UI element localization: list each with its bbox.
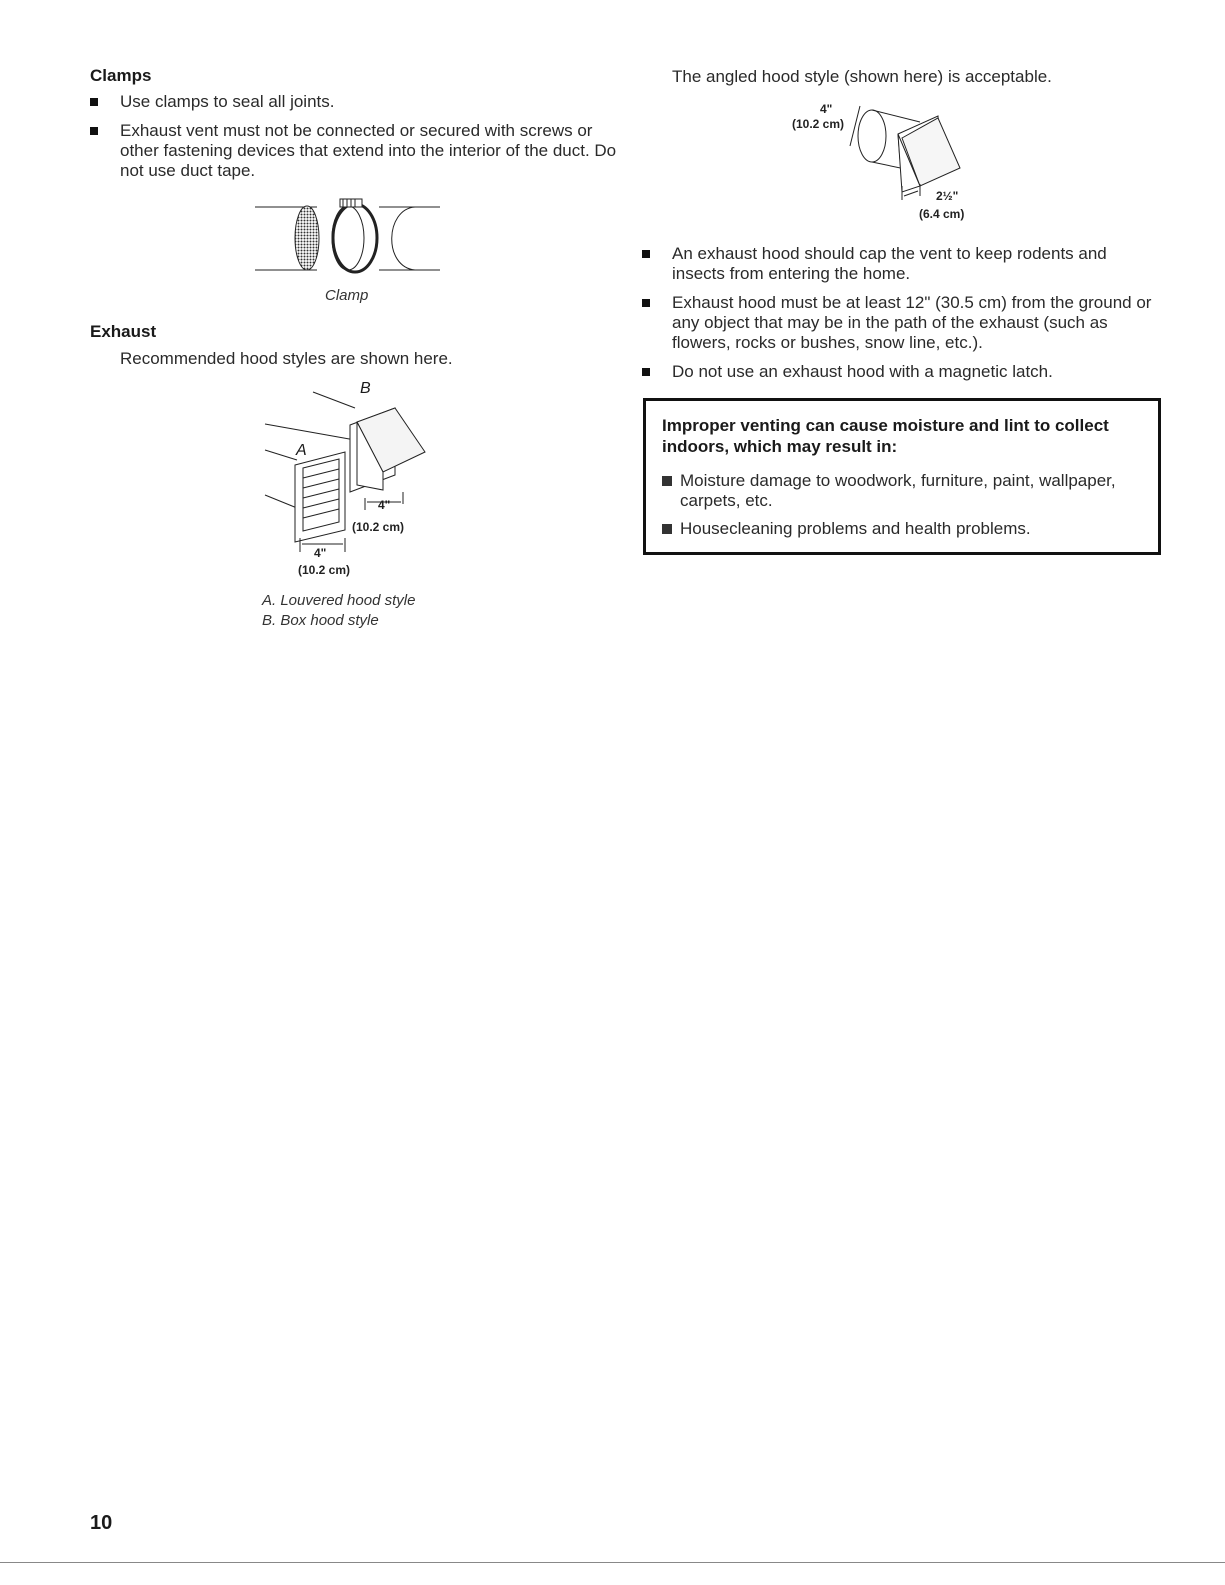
clamps-bullet-list [90, 92, 620, 190]
dim-a-cm: (10.2 cm) [298, 563, 351, 577]
clamp-caption: Clamp [325, 287, 369, 304]
page-number: 10 [90, 1512, 113, 1534]
label-b: B [360, 380, 371, 397]
clamps-heading: Clamps [90, 66, 152, 85]
list-item: Use clamps to seal all joints. [90, 92, 620, 112]
hood-styles-illustration [255, 380, 445, 575]
warning-box [643, 398, 1161, 555]
dim-top-cm: (10.2 cm) [792, 117, 845, 131]
list-item: Exhaust hood must be at least 12" (30.5 cm) from the ground or any object that may be in the path of the exhaust (such as flowers, rocks or bushes, snow line, etc.). [642, 293, 1162, 353]
dim-bottom-cm: (6.4 cm) [919, 207, 965, 221]
hood-bullet-list [642, 244, 1162, 391]
warning-title: Improper venting can cause moisture and lint to collect indoors, which may result in: [662, 416, 1109, 456]
dim-bottom-inches: 2½" [936, 189, 959, 203]
dim-b-inches: 4" [378, 498, 391, 512]
exhaust-intro: Recommended hood styles are shown here. [120, 349, 453, 368]
label-a: A [296, 442, 307, 459]
angled-hood-intro: The angled hood style (shown here) is acceptable. [672, 67, 1052, 86]
warning-item: Housecleaning problems and health problems. [662, 519, 1170, 539]
dim-b-cm: (10.2 cm) [352, 520, 405, 534]
caption-b: B. Box hood style [262, 612, 379, 629]
dim-top-inches: 4" [820, 102, 833, 116]
list-item: Do not use an exhaust hood with a magnetic latch. [642, 362, 1162, 382]
warning-item: Moisture damage to woodwork, furniture, paint, wallpaper, carpets, etc. [662, 471, 1170, 511]
caption-a: A. Louvered hood style [262, 592, 416, 609]
exhaust-heading: Exhaust [90, 322, 157, 341]
dim-a-inches: 4" [314, 546, 327, 560]
footer-rule [0, 1562, 1225, 1563]
list-item: An exhaust hood should cap the vent to keep rodents and insects from entering the home. [642, 244, 1162, 284]
bullet-square-icon [662, 524, 672, 534]
list-item: Exhaust vent must not be connected or secured with screws or other fastening devices that extend into the interior of the duct. Do not use duct tape. [90, 121, 620, 181]
bullet-square-icon [662, 476, 672, 486]
clamp-illustration [255, 195, 445, 280]
